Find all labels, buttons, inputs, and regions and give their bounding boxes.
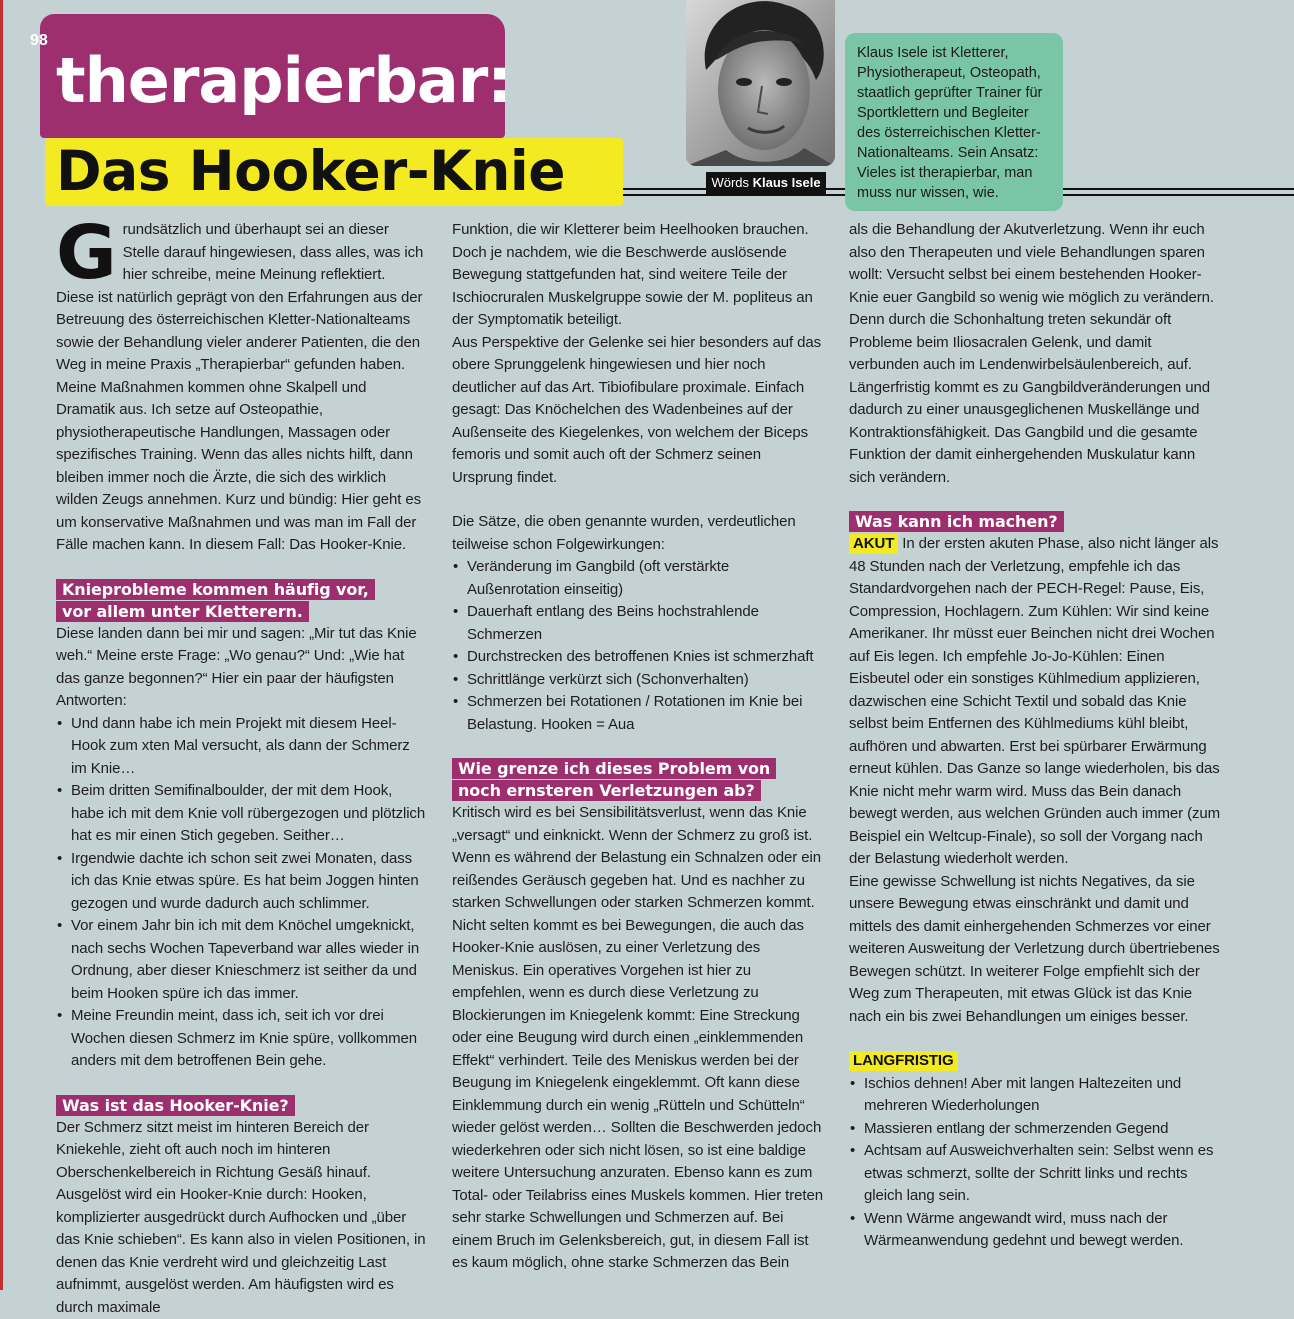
list-item: • Veränderung im Gangbild (oft verstärkte Außenrotation einseitig) [452, 556, 824, 601]
acute-paragraph [849, 533, 1221, 871]
subhead-line: Was ist das Hooker-Knie? [56, 1095, 295, 1116]
author-bio-box [845, 33, 1063, 211]
list-item: • Und dann habe ich mein Projekt mit diesem Heel-Hook zum xten Mal versucht, als dann der Schmerz im Knie… [56, 713, 426, 781]
intro-text: rundsätzlich und überhaupt sei an dieser Stelle darauf hingewiesen, dass alles, was ich hier schreibe, meine Meinung reflektiert. Diese ist natürlich geprägt von den Erfahrungen aus der Betreuung des österreichischen Kletter-Nationalteams sowie der Behandlung vieler anderer Patienten, die den Weg in meine Praxis „Therapierbar“ gefunden haben. Meine Maßnahmen kommen ohne Skalpell und Dramatik aus. Ich setze auf Osteopathie, physiotherapeutische Handlungen, Massagen oder spezifisches Training. Wenn das alles nichts hilft, dann bleiben immer noch die Ärzte, die sich des wirklich wilden Zeugs annehmen. Kurz und bündig: Hier geht es um konservative Maßnahmen und was man im Fall der Fälle machen kann. In diesem Fall: Das Hooker-Knie. [56, 221, 423, 553]
body-paragraph: als die Behandlung der Akutverletzung. Wenn ihr euch also den Therapeuten und viele Behandlungen sparen wollt: Versucht selbst bei einem bestehenden Hooker-Knie euer Gangbild so wenig wie möglich zu verändern. [849, 219, 1221, 309]
body-paragraph: Die Sätze, die oben genannte wurden, verdeutlichen teilweise schon Folgewirkungen: [452, 511, 824, 556]
subhead-line: Knieprobleme kommen häufig vor, [56, 579, 375, 600]
page-edge [0, 0, 3, 1290]
list-item: • Schrittlänge verkürzt sich (Schonverhalten) [452, 669, 824, 692]
body-paragraph: Aus Perspektive der Gelenke sei hier besonders auf das obere Sprunggelenk hingewiesen und hier noch deutlicher auf das Art. Tibiofibulare proximale. Einfach gesagt: Das Knöchelchen des Wadenbeines auf der Außenseite des Kiegelenkes, von welchem der Biceps femoris und somit auch oft der Schmerz seinen Ursprung findet. [452, 332, 824, 490]
author-portrait-image [686, 0, 835, 166]
subhead-differentiate [452, 758, 824, 802]
byline [706, 172, 826, 194]
body-paragraph: Funktion, die wir Kletterer beim Heelhooken brauchen. Doch je nachdem, wie die Beschwerde auslösende Bewegung stattgefunden hat, sind weitere Teile der Ischiocruralen Muskelgruppe sowie der M. popliteus an der Symptomatik beteiligt. [452, 219, 824, 332]
body-paragraph: Eine gewisse Schwellung ist nichts Negatives, da sie unsere Bewegung etwas einschränkt und damit und mittels des damit einhergehenden Schmerzes vor einer weiteren Ausweitung der Verletzung durch übertriebenes Bewegen schützt. In weiterer Folge empfiehlt sich der Weg zum Therapeuten, mit etwas Glück ist das Knie nach ein bis zwei Behandlungen um einiges besser. [849, 871, 1221, 1029]
headline-kicker: therapierbar: [56, 50, 511, 112]
subhead-line: vor allem unter Kletterern. [56, 601, 309, 622]
list-item: • Meine Freundin meint, dass ich, seit ich vor drei Wochen diesen Schmerz im Knie spüre, vollkommen anders mit dem betroffenen Bein gehe. [56, 1005, 426, 1073]
longterm-label [849, 1050, 1221, 1073]
list-item: • Achtsam auf Ausweichverhalten sein: Selbst wenn es etwas schmerzt, sollte der Schritt links und rechts gleich lang sein. [849, 1140, 1221, 1208]
subhead-what-is [56, 1095, 426, 1117]
intro-paragraph [56, 219, 426, 557]
acute-tag: AKUT [849, 534, 898, 554]
list-item: • Beim dritten Semifinalboulder, der mit dem Hook, habe ich mit dem Knie voll rübergezogen und plötzlich hat es mir einen Stich gegeben. Seither… [56, 780, 426, 848]
list-item: • Durchstrecken des betroffenen Knies ist schmerzhaft [452, 646, 824, 669]
longterm-list [849, 1073, 1221, 1253]
byline-prefix: Wörds [711, 175, 749, 190]
body-paragraph: Der Schmerz sitzt meist im hinteren Bereich der Kniekehle, zieht oft auch noch im hinteren Oberschenkelbereich in Richtung Gesäß hinauf. Ausgelöst wird ein Hooker-Knie durch: Hooken, komplizierter ausgedrückt durch Aufhocken und „über das Knie schieben“. Es kann also in vielen Positionen, in denen das Knie verdreht wird und gleichzeitig Last aufnimmt, ausgelöst werden. Am häufigsten wird es durch maximale [56, 1117, 426, 1319]
body-paragraph: Nicht selten kommt es bei Bewegungen, die auch das Hooker-Knie auslösen, zu einer Verletzung des Meniskus. Ein operatives Vorgehen ist hier zu empfehlen, wenn es durch diese Verletzung zu Blockierungen im Kniegelenk kommt: Eine Streckung oder eine Beugung wird durch einen „einklemmenden Effekt“ verhindert. Teile des Meniskus werden bei der Beugung im Kniegelenk eingeklemmt. Oft kann diese Einklemmung durch ein wenig „Rütteln und Schütteln“ wieder gelöst werden… Sollten die Beschwerden jedoch wiederkehren oder sich nicht lösen, so ist eine baldige weitere Untersuchung anzuraten. Ebenso kann es zum Total- oder Teilabriss eines Muskels kommen. Hier treten sehr starke Schwellungen und Schmerzen auf. Bei einem Bruch im Gelenksbereich, gut, in diesem Fall ist es kaum möglich, ohne starke Schmerzen das Bein [452, 915, 824, 1275]
list-item: • Schmerzen bei Rotationen / Rotationen im Knie bei Belastung. Hooken = Aua [452, 691, 824, 736]
column-2 [452, 219, 824, 1275]
drop-cap: G [56, 223, 117, 283]
author-photo [686, 0, 835, 166]
author-bio-text: Klaus Isele ist Kletterer, Physiotherapeut, Osteopath, staatlich geprüfter Trainer für Sportklettern und Begleiter des österreichischen Kletter-Nationalteams. Sein Ansatz: Vieles ist therapierbar, man muss nur wissen, wie. [857, 45, 1042, 201]
patient-quotes-list [56, 713, 426, 1073]
list-item: • Massieren entlang der schmerzenden Gegend [849, 1118, 1221, 1141]
byline-author: Klaus Isele [753, 175, 821, 190]
list-item: • Ischios dehnen! Aber mit langen Haltezeiten und mehreren Wiederholungen [849, 1073, 1221, 1118]
column-1 [56, 219, 426, 1319]
body-paragraph: Kritisch wird es bei Sensibilitätsverlust, wenn das Knie „versagt“ und einknickt. Wenn der Schmerz zu groß ist. Wenn es während der Belastung ein Schnalzen oder ein reißendes Geräusch gegeben hat. Und es nachher zu starken Schwellungen oder starken Schmerzen kommt. [452, 802, 824, 915]
subhead-what-to-do [849, 511, 1221, 533]
subhead-line: noch ernsteren Verletzungen ab? [452, 780, 761, 801]
subhead-line: Wie grenze ich dieses Problem von [452, 758, 776, 779]
acute-text: In der ersten akuten Phase, also nicht länger als 48 Stunden nach der Verletzung, empfehle ich das Standardvorgehen nach der PECH-Regel: Pause, Eis, Compression, Hochlagern. Zum Kühlen: Wir sind keine Amerikaner. Ihr müsst euer Beinchen nicht drei Wochen auf Eis legen. Ich empfehle Jo-Jo-Kühlen: Einen Eisbeutel oder ein sonstiges Kühlmedium applizieren, dazwischen eine Schicht Textil und sobald das Knie selbst beim Entfernen des Kühlmediums kühl bleibt, aufhören und abwarten. Erst bei spürbarer Erwärmung erneut kühlen. Das Ganze so lange wiederholen, bis das Knie nicht mehr warm wird. Muss das Bein danach bewegt werden, aus welchen Gründen auch immer (zum Beispiel ein Weltcup-Finale), so soll der Vorgang nach der Belastung wiederholt werden. [849, 535, 1220, 867]
longterm-tag: LANGFRISTIG [849, 1051, 958, 1071]
page-number: 98 [30, 32, 48, 50]
consequences-list [452, 556, 824, 736]
column-3 [849, 219, 1221, 1253]
list-item: • Vor einem Jahr bin ich mit dem Knöchel umgeknickt, nach sechs Wochen Tapeverband war alles wieder in Ordnung, aber dieser Knieschmerz ist seither da und beim Hooken spüre ich das immer. [56, 915, 426, 1005]
list-item: • Irgendwie dachte ich schon seit zwei Monaten, dass ich das Knie etwas spüre. Es hat beim Joggen hinten gezogen und wurde dadurch auch schlimmer. [56, 848, 426, 916]
list-item: • Wenn Wärme angewandt wird, muss nach der Wärmeanwendung gedehnt und bewegt werden. [849, 1208, 1221, 1253]
list-item: • Dauerhaft entlang des Beins hochstrahlende Schmerzen [452, 601, 824, 646]
headline: Das Hooker-Knie [56, 144, 565, 199]
subhead-line: Was kann ich machen? [849, 511, 1064, 532]
body-paragraph: Denn durch die Schonhaltung treten sekundär oft Probleme beim Iliosacralen Gelenk, und damit verbunden auch im Lendenwirbelsäulenbereich, auf. Längerfristig kommt es zu Gangbildveränderungen und dadurch zu einer unausgeglichenen Muskellänge und Kontraktionsfähigkeit. Das Gangbild und die gesamte Funktion der damit einhergehenden Muskulatur kann sich verändern. [849, 309, 1221, 489]
body-paragraph: Diese landen dann bei mir und sagen: „Mir tut das Knie weh.“ Meine erste Frage: „Wo genau?“ Und: „Wie hat das ganze begonnen?“ Hier ein paar der häufigsten Antworten: [56, 623, 426, 713]
subhead-knee-problems [56, 579, 426, 623]
